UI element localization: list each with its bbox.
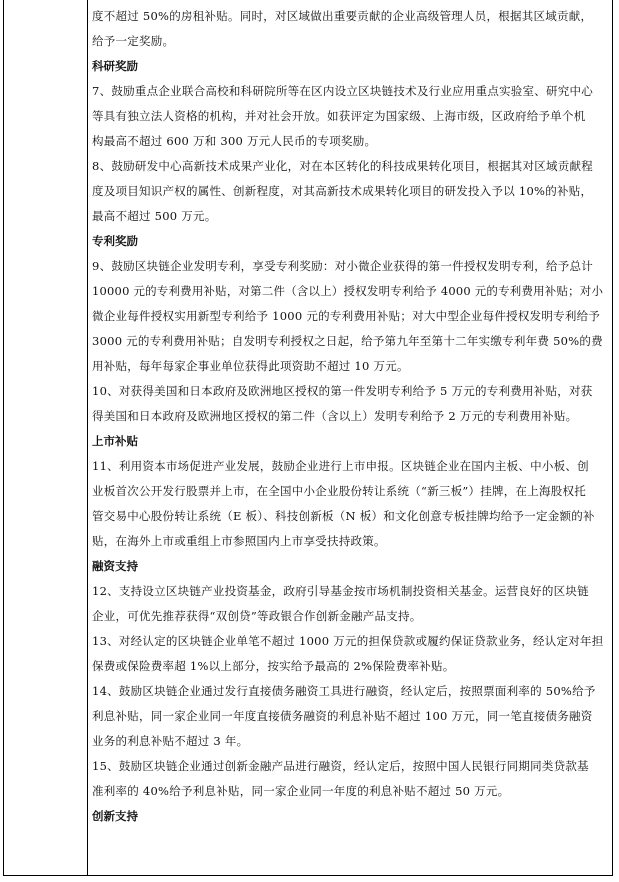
paragraph-line: 企业，可优先推荐获得“双创贷”等政银合作创新金融产品支持。 bbox=[92, 609, 422, 623]
paragraph-line: 管交易中心股份转让系统（E 板）、科技创新板（N 板）和文化创意专板挂牌均给予一定金额的补 bbox=[92, 509, 595, 523]
paragraph-line: 度及项目知识产权的属性、创新程度，对其高新技术成果转化项目的研发投入予以 10%的补贴， bbox=[92, 184, 593, 198]
paragraph-line: 等具有独立法人资格的机构，并对社会开放。如获评定为国家级、上海市级，区政府给予单个机 bbox=[92, 109, 586, 123]
paragraph-line: 微企业每件授权实用新型专利给予 1000 元的专利费用补贴；对大中型企业每件授权发明专利给予 bbox=[92, 309, 601, 323]
paragraph bbox=[92, 79, 607, 154]
paragraph-line: 9、鼓励区块链企业发明专利，享受专利奖励：对小微企业获得的第一件授权发明专利，给予总计 bbox=[92, 259, 594, 273]
paragraph bbox=[92, 4, 607, 54]
policy-content-cell bbox=[92, 4, 607, 829]
paragraph-line: 业板首次公开发行股票并上市，在全国中小企业股份转让系统（“新三板”）挂牌，在上海股权托 bbox=[92, 484, 587, 498]
paragraph bbox=[92, 754, 607, 804]
paragraph bbox=[92, 579, 607, 629]
paragraph bbox=[92, 454, 607, 554]
paragraph-line: 10000 元的专利费用补贴，对第二件（含以上）授权发明专利给予 4000 元的专利费用补贴；对小 bbox=[92, 284, 604, 298]
section-heading: 创新支持 bbox=[92, 809, 138, 823]
paragraph-line: 度不超过 50%的房租补贴。同时，对区域做出重要贡献的企业高级管理人员，根据其区域贡献， bbox=[92, 9, 593, 23]
paragraph-line: 15、鼓励区块链企业通过创新金融产品进行融资，经认定后，按照中国人民银行同期同类贷款基 bbox=[92, 759, 589, 773]
paragraph-line: 给予一定奖励。 bbox=[92, 34, 175, 48]
section-heading: 融资支持 bbox=[92, 559, 138, 573]
section-heading: 上市补贴 bbox=[92, 434, 138, 448]
paragraph bbox=[92, 254, 607, 379]
paragraph-line: 得美国和日本政府及欧洲地区授权的第二件（含以上）发明专利给予 2 万元的专利费用补贴。 bbox=[92, 409, 578, 423]
paragraph-line: 3000 元的专利费用补贴；自发明专利授权之日起，给予第九年至第十二年实缴专利年费 50%的费 bbox=[92, 334, 603, 348]
paragraph-line: 8、鼓励研发中心高新技术成果产业化，对在本区转化的科技成果转化项目，根据其对区域贡献程 bbox=[92, 159, 594, 173]
section-heading: 专利奖励 bbox=[92, 234, 138, 248]
paragraph bbox=[92, 154, 607, 229]
paragraph-line: 构最高不超过 600 万和 300 万元人民币的专项奖励。 bbox=[92, 134, 377, 148]
paragraph-line: 11、利用资本市场促进产业发展，鼓励企业进行上市申报。区块链企业在国内主板、中小板、创 bbox=[92, 459, 589, 473]
paragraph-line: 7、鼓励重点企业联合高校和科研院所等在区内设立区块链技术及行业应用重点实验室、研究中心 bbox=[92, 84, 594, 98]
column-divider bbox=[87, 0, 88, 876]
paragraph bbox=[92, 629, 607, 679]
paragraph-line: 10、对获得美国和日本政府及欧洲地区授权的第一件发明专利给予 5 万元的专利费用补贴，对获 bbox=[92, 384, 593, 398]
paragraph-line: 14、鼓励区块链企业通过发行直接债务融资工具进行融资，经认定后，按照票面利率的 50%给予 bbox=[92, 684, 596, 698]
section-heading: 科研奖励 bbox=[92, 59, 138, 73]
paragraph-line: 保费或保险费率超 1%以上部分，按实给予最高的 2%保险费率补贴。 bbox=[92, 659, 455, 673]
paragraph-line: 业务的利息补贴不超过 3 年。 bbox=[92, 734, 249, 748]
paragraph-line: 用补贴，每年每家企事业单位获得此项资助不超过 10 万元。 bbox=[92, 359, 409, 373]
paragraph bbox=[92, 679, 607, 754]
paragraph-line: 贴，在海外上市或重组上市参照国内上市享受扶持政策。 bbox=[92, 534, 386, 548]
paragraph-line: 12、支持设立区块链产业投资基金，政府引导基金按市场机制投资相关基金。运营良好的区块链 bbox=[92, 584, 589, 598]
paragraph-line: 利息补贴，同一家企业同一年度直接债务融资的利息补贴不超过 100 万元，同一笔直接债务融资 bbox=[92, 709, 593, 723]
paragraph-line: 最高不超过 500 万元。 bbox=[92, 209, 217, 223]
paragraph-line: 准利率的 40%给予利息补贴，同一家企业同一年度的利息补贴不超过 50 万元。 bbox=[92, 784, 510, 798]
paragraph-line: 13、对经认定的区块链企业单笔不超过 1000 万元的担保贷款或履约保证贷款业务，经认定对年担 bbox=[92, 634, 604, 648]
paragraph bbox=[92, 379, 607, 429]
